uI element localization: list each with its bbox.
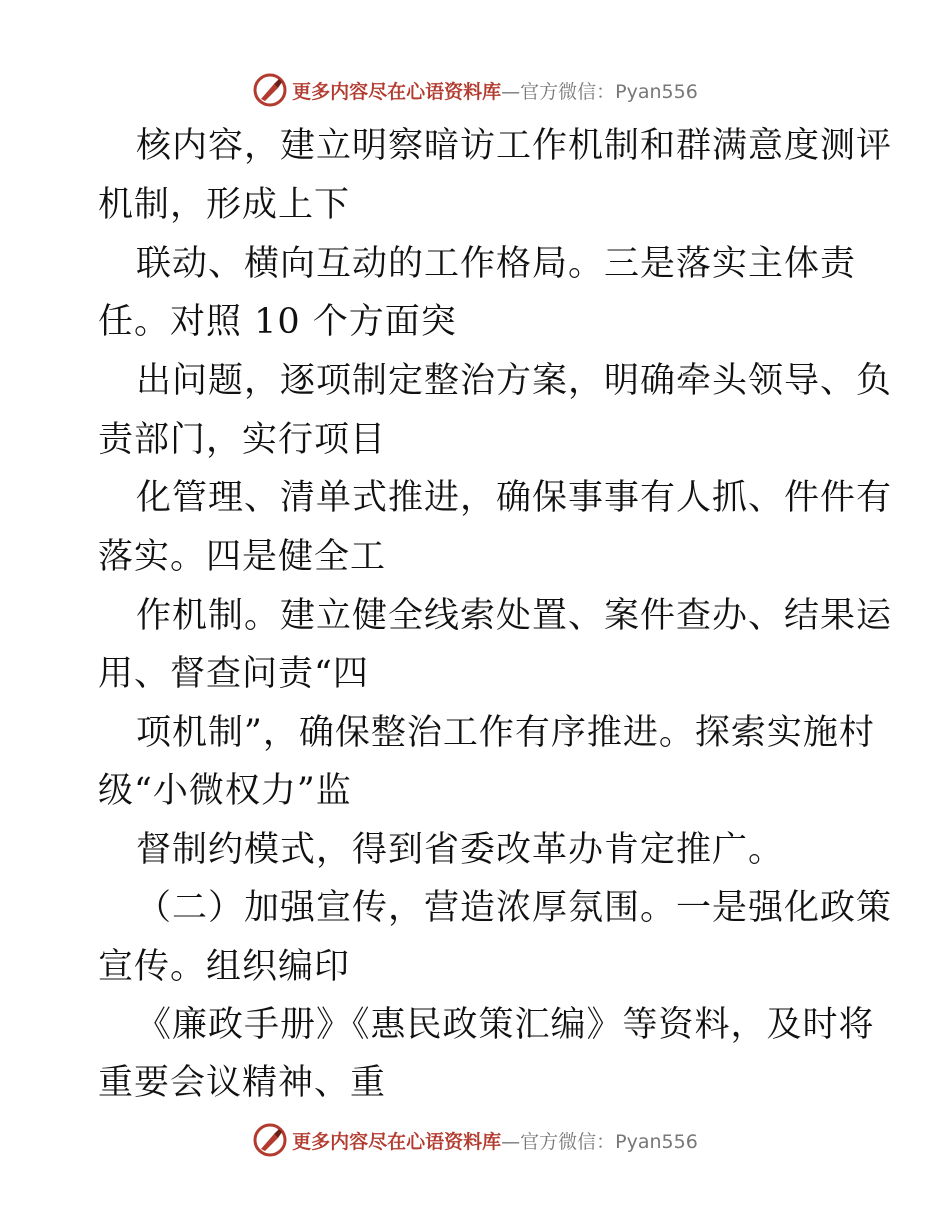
pen-logo-icon xyxy=(252,1122,288,1158)
body-line: 核内容，建立明察暗访工作机制和群满意度测评 xyxy=(136,126,893,166)
footer-banner xyxy=(0,1120,950,1160)
body-line: 机制，形成上下 xyxy=(98,185,351,225)
header-banner-text xyxy=(292,77,698,104)
header-banner-title: 更多内容尽在心语资料库 xyxy=(292,80,502,103)
header-banner-contact: —官方微信：Pyan556 xyxy=(501,80,698,103)
footer-banner-title: 更多内容尽在心语资料库 xyxy=(292,1130,502,1153)
body-line: 用、督查问责“四 xyxy=(98,654,369,694)
body-line: 出问题，逐项制定整治方案，明确牵头领导、负 xyxy=(136,361,893,401)
body-line: 督制约模式，得到省委改革办肯定推广。 xyxy=(136,830,785,870)
body-line: 《廉政手册》《惠民政策汇编》等资料，及时将 xyxy=(136,1005,875,1045)
pen-logo-icon xyxy=(252,72,288,108)
footer-banner-text xyxy=(292,1127,698,1154)
header-banner xyxy=(0,70,950,110)
body-line: 重要会议精神、重 xyxy=(98,1063,387,1103)
body-line: 联动、横向互动的工作格局。三是落实主体责 xyxy=(136,244,857,284)
body-line: 宣传。组织编印 xyxy=(98,947,351,987)
body-line: 项机制”，确保整治工作有序推进。探索实施村 xyxy=(136,713,875,753)
body-line: 化管理、清单式推进，确保事事有人抓、件件有 xyxy=(136,478,893,518)
footer-banner-contact: —官方微信：Pyan556 xyxy=(501,1130,698,1153)
body-line: （二）加强宣传，营造浓厚氛围。一是强化政策 xyxy=(136,888,893,928)
body-line: 作机制。建立健全线索处置、案件查办、结果运 xyxy=(136,596,893,636)
body-line: 责部门，实行项目 xyxy=(98,420,387,460)
body-line: 级“小微权力”监 xyxy=(98,771,352,811)
body-line: 任。对照 10 个方面突 xyxy=(98,302,457,342)
body-line: 落实。四是健全工 xyxy=(98,537,387,577)
